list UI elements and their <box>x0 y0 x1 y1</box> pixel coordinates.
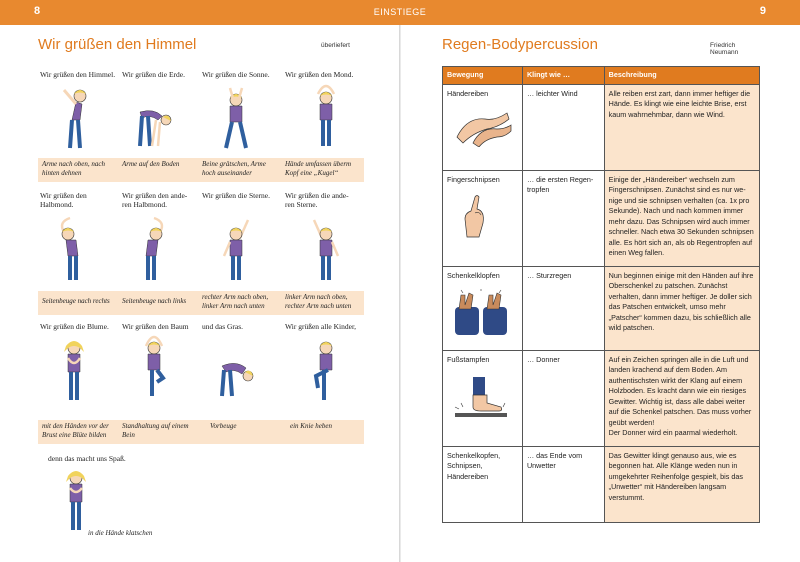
exercise-caption: Arme auf den Boden <box>122 160 180 168</box>
exercise-caption: rechter Arm nach oben, linker Arm nach unten <box>202 293 269 310</box>
exercise-cell: denn das macht uns Spaß. <box>48 454 126 463</box>
exercise-caption: Seitenbeuge nach links <box>122 297 187 305</box>
exercise-caption: Standhaltung auf einem Bein <box>122 422 189 439</box>
figure-star-arms-icon <box>214 84 258 150</box>
exercise-cell: Wir grüßen alle Kinder, <box>285 322 357 331</box>
figure-right-arm-up-icon <box>214 216 258 282</box>
sound-cell: … leichter Wind <box>522 84 604 170</box>
table-row <box>443 170 760 266</box>
thigh-slap-icon <box>453 289 509 335</box>
page-title-right: Regen-Bodypercussion <box>442 36 598 53</box>
page-number-left: 8 <box>34 5 41 17</box>
movement-cell: Schenkelklopfen <box>443 266 523 350</box>
figure-tree-pose-icon <box>132 332 176 398</box>
table-row <box>443 446 760 522</box>
exercise-cell: Wir grüßen den Baum <box>122 322 189 331</box>
finger-snap-icon <box>453 193 493 239</box>
table-row <box>443 350 760 446</box>
foot-stomp-icon <box>453 373 509 419</box>
exercise-cell: Wir grüßen den Mond. <box>285 70 354 79</box>
figure-forward-bend-icon <box>214 352 258 418</box>
credit-right: Friedrich Neumann <box>710 42 739 56</box>
table-row <box>443 266 760 350</box>
exercise-caption: Arme nach oben, nach hinten dehnen <box>42 160 105 177</box>
figure-side-bend-left-icon <box>130 216 174 282</box>
page-title-left: Wir grüßen den Himmel <box>38 36 197 53</box>
sound-cell: … Donner <box>522 350 604 446</box>
sound-cell: … Sturzregen <box>522 266 604 350</box>
exercise-cell: Wir grüßen die Erde. <box>122 70 186 79</box>
column-header-sound: Klingt wie … <box>522 67 604 85</box>
figure-clap-hands-icon <box>54 468 98 534</box>
exercise-caption: linker Arm nach oben, rechter Arm nach unten <box>285 293 352 310</box>
figure-moon-ball-icon <box>304 82 348 148</box>
exercise-cell: und das Gras. <box>202 322 244 331</box>
exercise-caption: Hände umfassen überm Kopf eine „Kugel“ <box>285 160 352 177</box>
exercise-cell: Wir grüßen die ande- ren Sterne. <box>285 191 349 209</box>
figure-flower-hands-icon <box>52 338 96 404</box>
exercise-cell: Wir grüßen den Halbmond. <box>40 191 87 209</box>
movement-cell: Schenkelkopfen, Schnipsen, Händereiben <box>443 446 523 522</box>
description-cell: Nun beginnen einige mit den Händen auf ihre Oberschenkel zu patschen. Zunächst verhalten, dann immer heftiger. Je doller sich das Patschen entwickelt, umso mehr „Patscher“ kommen dazu, bis schließlich alle wild patschen. <box>604 266 759 350</box>
column-header-movement: Bewegung <box>443 67 523 85</box>
sound-cell: … das Ende vom Unwetter <box>522 446 604 522</box>
figure-left-arm-up-icon <box>304 216 348 282</box>
description-cell: Das Gewitter klingt genauso aus, wie es begonnen hat. Alle Klänge weden nun in umgekehrter Reihenfolge gespielt, bis das „Unwetter“ mit Händereiben langsam verstummt. <box>604 446 759 522</box>
exercise-caption: ein Knie heben <box>290 422 332 430</box>
description-cell: Einige der „Händereiber“ wechseln zum Fingerschnipsen. Zunächst sind es nur we-nige und sie schnipsen verhalten (ca. 1x pro Sekunde). Nach und nach kommen immer mehr dazu. Das Schnipsen wird auch immer schneller. Nach etwa 30 Sekunden schnipsen alle. Es hört sich an, als ob Regentropfen auf einen Weg fallen. <box>604 170 759 266</box>
sound-cell: … die ersten Regen-tropfen <box>522 170 604 266</box>
exercise-caption: Beine grätschen, Arme hoch auseinander <box>202 160 266 177</box>
movement-cell: Fingerschnipsen <box>443 170 523 266</box>
bodypercussion-table <box>442 66 760 523</box>
book-spine <box>399 25 401 562</box>
page-number-right: 9 <box>759 5 766 17</box>
rubbing-hands-icon <box>453 107 513 147</box>
header-bar <box>0 0 800 25</box>
exercise-cell: Wir grüßen den ande- ren Halbmond. <box>122 191 188 209</box>
figure-knee-lift-icon <box>300 338 344 404</box>
description-cell: Auf ein Zeichen springen alle in die Luft und landen krachend auf dem Boden. Am authentischsten wirkt der Klang auf einem Holzboden. Es kracht dann wie ein riesiges Gewitter. Wichtig ist, dass alle dabei weiter auf die Schenkel patschen. Das muss vorher geübt werden! Der Donner wird ein paarmal wiederholt. <box>604 350 759 446</box>
exercise-cell: Wir grüßen die Blume. <box>40 322 109 331</box>
exercise-caption: Vorbeuge <box>210 422 237 430</box>
figure-bend-down-icon <box>130 92 174 158</box>
table-header-row <box>443 67 760 85</box>
exercise-caption: in die Hände klatschen <box>88 529 153 537</box>
exercise-cell: Wir grüßen den Himmel. <box>40 70 116 79</box>
section-title: EINSTIEGE <box>373 7 427 17</box>
exercise-cell: Wir grüßen die Sonne. <box>202 70 270 79</box>
column-header-description: Beschreibung <box>604 67 759 85</box>
description-cell: Alle reiben erst zart, dann immer heftiger die Hände. Es klingt wie eine leichte Brise, erst kaum wahrnehmbar, dann wie Wind. <box>604 84 759 170</box>
movement-cell: Händereiben <box>443 84 523 170</box>
credit-left: überliefert <box>321 42 350 49</box>
movement-cell: Fußstampfen <box>443 350 523 446</box>
exercise-cell: Wir grüßen die Sterne. <box>202 191 271 200</box>
figure-stretch-back-icon <box>50 84 94 150</box>
exercise-caption: Seitenbeuge nach rechts <box>42 297 110 305</box>
figure-side-bend-right-icon <box>50 216 94 282</box>
exercise-caption: mit den Händen vor der Brust eine Blüte bilden <box>42 422 109 439</box>
table-row <box>443 84 760 170</box>
